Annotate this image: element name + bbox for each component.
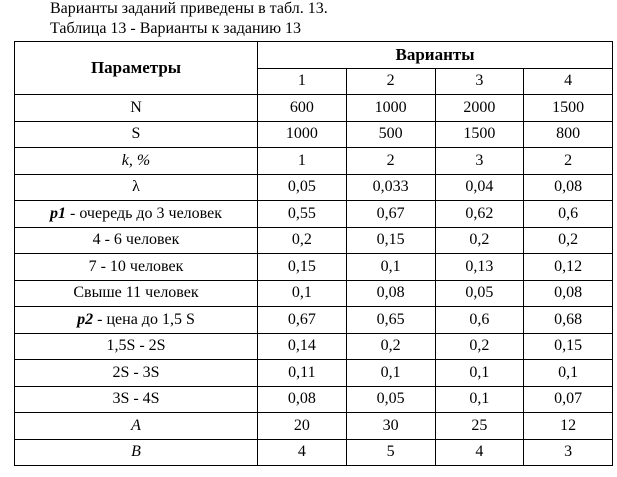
table-cell: 0,1	[435, 360, 524, 387]
table-header-row	[15, 42, 613, 69]
row-label-text: - очередь до 3 человек	[66, 204, 222, 222]
table-cell: 500	[346, 121, 435, 148]
row-label	[15, 201, 258, 228]
table-cell: 0,033	[346, 174, 435, 201]
table-row	[15, 413, 613, 440]
row-label: 7 - 10 человек	[15, 254, 258, 281]
table-cell: 0,1	[258, 280, 347, 307]
row-label-symbol: p1	[50, 204, 66, 222]
table-cell: 1500	[435, 121, 524, 148]
row-label: N	[15, 95, 258, 122]
table-row	[15, 201, 613, 228]
table-cell: 800	[524, 121, 613, 148]
table-cell: 2	[524, 148, 613, 175]
param-header: Параметры	[15, 42, 258, 95]
variant-number: 2	[346, 68, 435, 95]
table-cell: 0,15	[524, 333, 613, 360]
table-cell: 0,13	[435, 254, 524, 281]
row-label: B	[15, 439, 258, 466]
variant-number: 1	[258, 68, 347, 95]
table-cell: 0,08	[258, 386, 347, 413]
table-cell: 1000	[346, 95, 435, 122]
table-cell: 0,55	[258, 201, 347, 228]
table-cell: 25	[435, 413, 524, 440]
table-row	[15, 280, 613, 307]
table-row	[15, 386, 613, 413]
table-cell: 0,2	[435, 333, 524, 360]
table-cell: 0,12	[524, 254, 613, 281]
row-label: k, %	[15, 148, 258, 175]
table-cell: 3	[524, 439, 613, 466]
table-cell: 0,08	[524, 174, 613, 201]
table-cell: 20	[258, 413, 347, 440]
row-label: λ	[15, 174, 258, 201]
table-cell: 0,2	[435, 227, 524, 254]
table-row	[15, 307, 613, 334]
table-cell: 0,1	[435, 386, 524, 413]
intro-text: Варианты заданий приведены в табл. 13.	[50, 0, 328, 17]
table-cell: 0,67	[346, 201, 435, 228]
table-cell: 0,15	[258, 254, 347, 281]
table-cell: 0,65	[346, 307, 435, 334]
table-cell: 0,1	[346, 360, 435, 387]
table-cell: 3	[435, 148, 524, 175]
table-cell: 0,05	[258, 174, 347, 201]
row-label-symbol: p2	[77, 310, 94, 328]
table-cell: 0,62	[435, 201, 524, 228]
row-label-text: - цена до 1,5 S	[93, 310, 195, 328]
row-label: Свыше 11 человек	[15, 280, 258, 307]
table-cell: 4	[258, 439, 347, 466]
table-cell: 0,07	[524, 386, 613, 413]
table-cell: 2	[346, 148, 435, 175]
table-cell: 600	[258, 95, 347, 122]
variants-header: Варианты	[258, 42, 613, 69]
table-row	[15, 333, 613, 360]
table-cell: 1000	[258, 121, 347, 148]
table-row	[15, 360, 613, 387]
row-label: 1,5S - 2S	[15, 333, 258, 360]
table-cell: 12	[524, 413, 613, 440]
table-cell: 2000	[435, 95, 524, 122]
table-cell: 0,14	[258, 333, 347, 360]
table-row	[15, 439, 613, 466]
table-cell: 1	[258, 148, 347, 175]
table-cell: 4	[435, 439, 524, 466]
table-cell: 1500	[524, 95, 613, 122]
table-row	[15, 95, 613, 122]
table-cell: 0,08	[346, 280, 435, 307]
table-cell: 0,2	[258, 227, 347, 254]
table-cell: 0,2	[346, 333, 435, 360]
table-cell: 0,6	[435, 307, 524, 334]
table-cell: 0,08	[524, 280, 613, 307]
row-label: A	[15, 413, 258, 440]
variants-table	[14, 41, 613, 466]
row-label: 3S - 4S	[15, 386, 258, 413]
table-cell: 0,04	[435, 174, 524, 201]
table-cell: 0,1	[524, 360, 613, 387]
table-cell: 0,11	[258, 360, 347, 387]
table-cell: 5	[346, 439, 435, 466]
variant-number: 4	[524, 68, 613, 95]
table-cell: 0,05	[435, 280, 524, 307]
table-row	[15, 148, 613, 175]
variant-number: 3	[435, 68, 524, 95]
table-cell: 0,05	[346, 386, 435, 413]
row-label: S	[15, 121, 258, 148]
table-row	[15, 227, 613, 254]
table-cell: 0,6	[524, 201, 613, 228]
table-cell: 0,1	[346, 254, 435, 281]
row-label: 4 - 6 человек	[15, 227, 258, 254]
table-cell: 0,67	[258, 307, 347, 334]
table-cell: 0,2	[524, 227, 613, 254]
table-cell: 0,68	[524, 307, 613, 334]
table-row	[15, 121, 613, 148]
row-label	[15, 307, 258, 334]
table-caption: Таблица 13 - Варианты к заданию 13	[50, 20, 302, 37]
table-row	[15, 254, 613, 281]
row-label: 2S - 3S	[15, 360, 258, 387]
table-row	[15, 174, 613, 201]
table-cell: 30	[346, 413, 435, 440]
table-cell: 0,15	[346, 227, 435, 254]
